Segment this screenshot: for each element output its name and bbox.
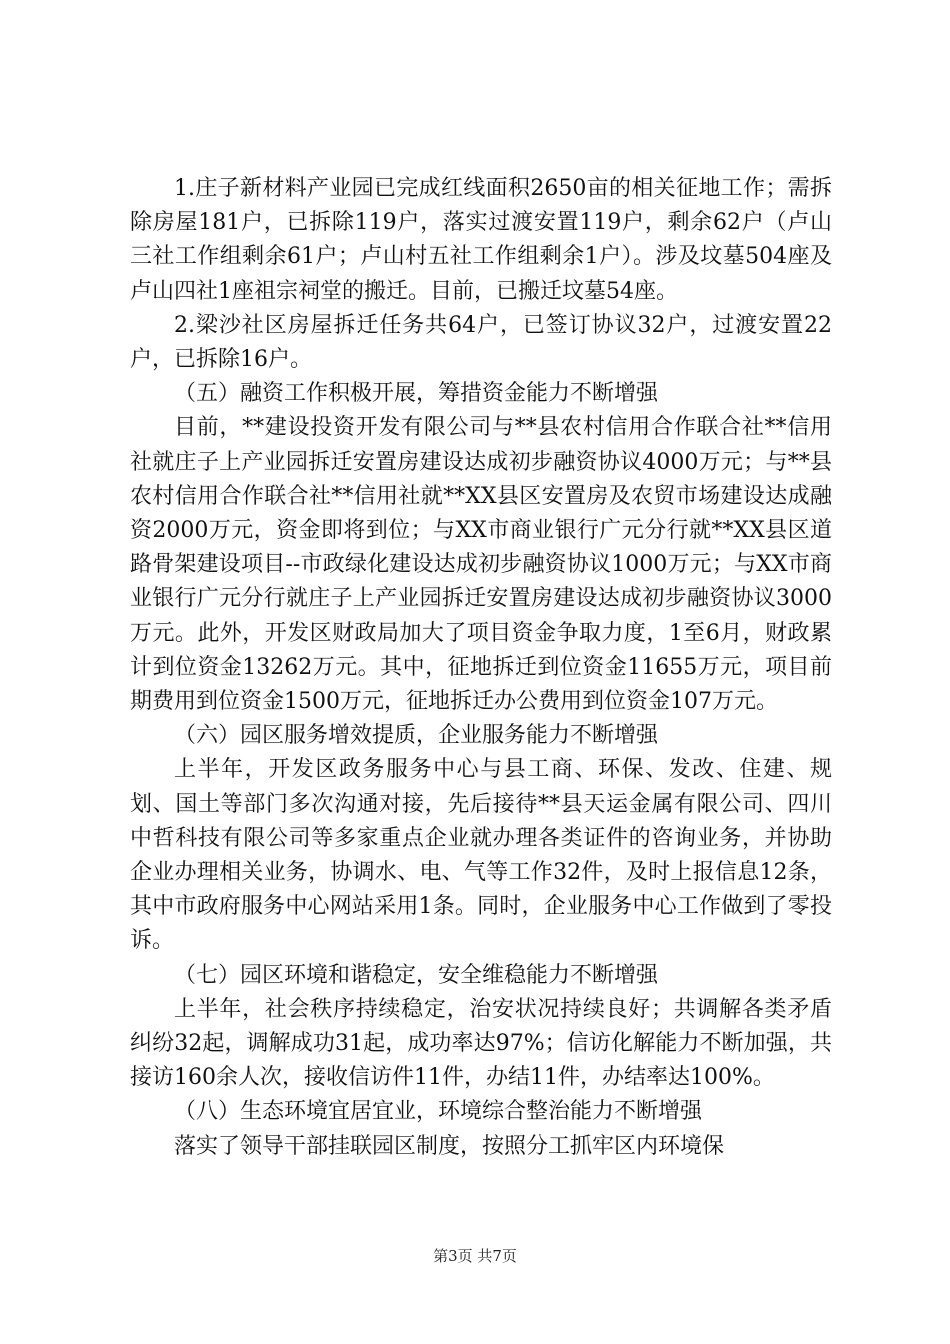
paragraph-environment: 落实了领导干部挂联园区制度，按照分工抓牢区内环境保 xyxy=(174,1133,725,1159)
paragraph-land-acquisition: 1.庄子新材料产业园已完成红线面积2650亩的相关征地工作；需拆除房屋181户，已拆除119户，落实过渡安置119户，剩余62户（卢山三社工作组剩余61户；卢山村五社工作组剩余1户）。涉及坟墓504座及卢山四社1座祖宗祠堂的搬迁。目前，已搬迁坟墓54座。 xyxy=(130,176,832,304)
section-heading-financing: （五）融资工作积极开展，筹措资金能力不断增强 xyxy=(174,381,659,407)
paragraph-stability: 上半年，社会秩序持续稳定，治安状况持续良好；共调解各类矛盾纠纷32起，调解成功31起，成功率达97%；信访化解能力不断加强，共接访160余人次，接收信访件11件，办结11件，办结率达100%。 xyxy=(130,996,832,1091)
paragraph-park-services: 上半年，开发区政务服务中心与县工商、环保、发改、住建、规划、国土等部门多次沟通对接，先后接待**县天运金属有限公司、四川中哲科技有限公司等多家重点企业就办理各类证件的咨询业务，并协助企业办理相关业务，协调水、电、气等工作32件，及时上报信息12条，其中市政府服务中心网站采用1条。同时，企业服务中心工作做到了零投诉。 xyxy=(130,757,832,954)
section-heading-stability: （七）园区环境和谐稳定，安全维稳能力不断增强 xyxy=(174,962,659,988)
section-heading-park-services: （六）园区服务增效提质，企业服务能力不断增强 xyxy=(174,723,659,749)
document-body xyxy=(130,172,832,1164)
paragraph-liangsha-demolition: 2.梁沙社区房屋拆迁任务共64户，已签订协议32户，过渡安置22户，已拆除16户。 xyxy=(130,312,832,373)
paragraph-financing: 目前，**建设投资开发有限公司与**县农村信用合作联合社**信用社就庄子上产业园拆迁安置房建设达成初步融资协议4000万元；与**县农村信用合作联合社**信用社就**XX县区安置房及农贸市场建设达成融资2000万元，资金即将到位；与XX市商业银行广元分行就**XX县区道路骨架建设项目--市政绿化建设达成初步融资协议1000万元；与XX市商业银行广元分行就庄子上产业园拆迁安置房建设达成初步融资协议3000万元。此外，开发区财政局加大了项目资金争取力度，1至6月，财政累计到位资金13262万元。其中，征地拆迁到位资金11655万元，项目前期费用到位资金1500万元，征地拆迁办公费用到位资金107万元。 xyxy=(130,415,832,715)
page-footer: 第3页 共7页 xyxy=(433,1247,517,1265)
section-heading-environment: （八）生态环境宜居宜业，环境综合整治能力不断增强 xyxy=(174,1099,703,1125)
